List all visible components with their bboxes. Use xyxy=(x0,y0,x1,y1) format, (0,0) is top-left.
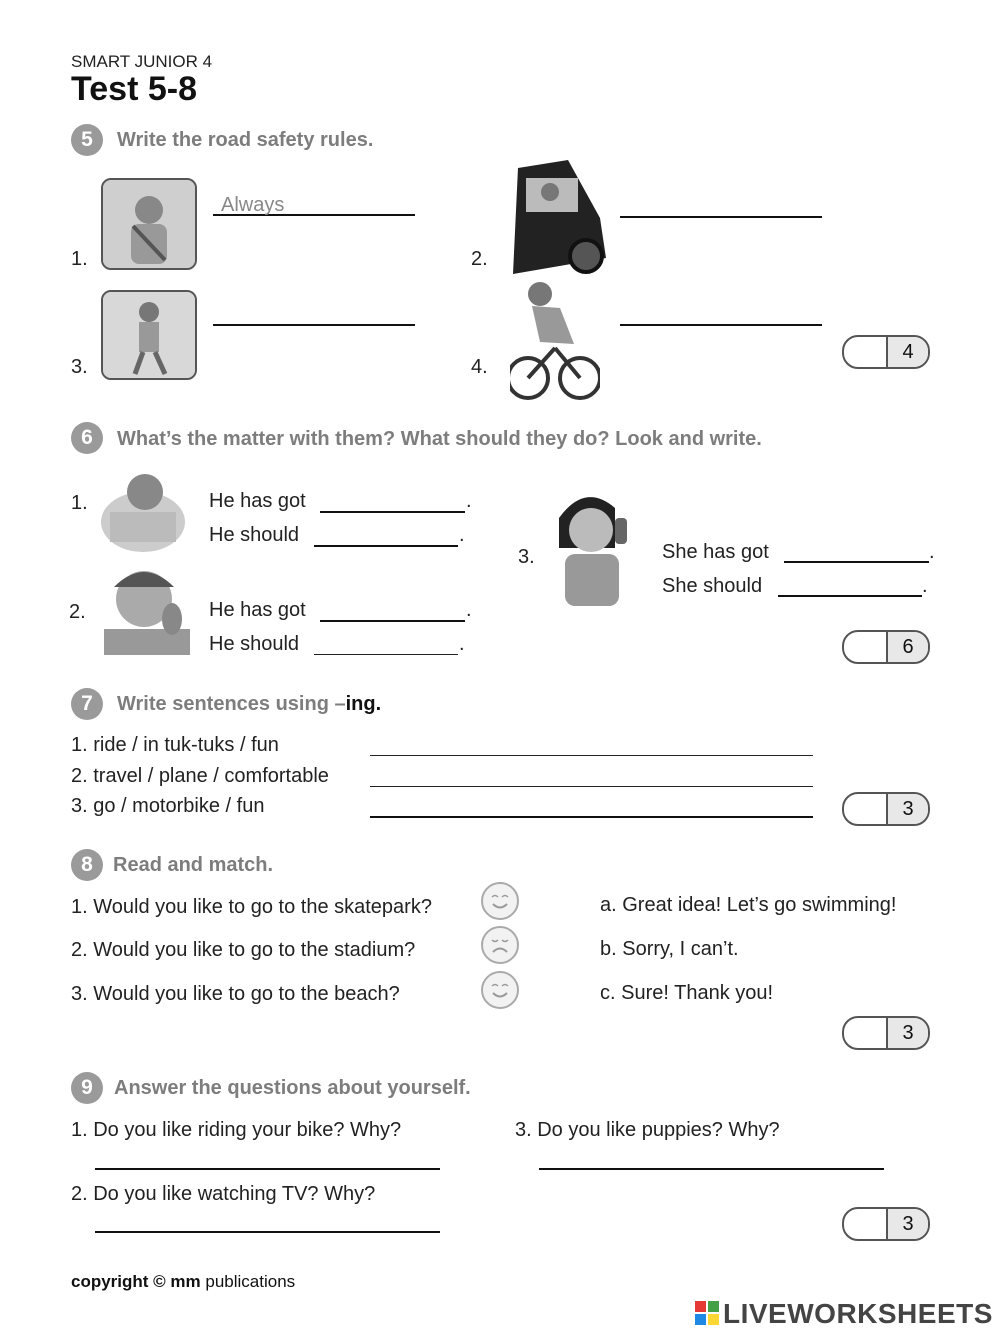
section-6-title: What’s the matter with them? What should they do? Look and write. xyxy=(117,428,762,450)
question-8-3: 3. Would you like to go to the beach? xyxy=(71,983,400,1005)
answer-field-6-2a[interactable] xyxy=(320,620,465,622)
liveworksheets-logo[interactable]: LIVEWORKSHEETS xyxy=(695,1298,993,1332)
score-box-7: 3 xyxy=(842,792,930,826)
question-8-2: 2. Would you like to go to the stadium? xyxy=(71,939,416,961)
item-number: 2. xyxy=(471,248,488,270)
prompt-7-2: 2. travel / plane / comfortable xyxy=(71,765,329,787)
period: . xyxy=(466,490,472,512)
prompt-7-1: 1. ride / in tuk-tuks / fun xyxy=(71,734,279,756)
period: . xyxy=(459,633,465,655)
section-8-badge: 8 xyxy=(71,849,103,881)
section-5-title: Write the road safety rules. xyxy=(117,129,374,151)
section-7-title: Write sentences using –ing. xyxy=(117,693,382,715)
answer-field-6-3b[interactable] xyxy=(778,595,922,597)
section-6-badge: 6 xyxy=(71,422,103,454)
sad-face-icon xyxy=(481,926,519,964)
item-number: 2. xyxy=(69,601,86,623)
question-9-1: 1. Do you like riding your bike? Why? xyxy=(71,1119,402,1141)
answer-field-6-3a[interactable] xyxy=(784,561,929,563)
section-9-badge: 9 xyxy=(71,1072,103,1104)
section-8-title: Read and match. xyxy=(113,854,274,876)
girl-sore-throat-picture xyxy=(545,488,649,610)
man-toothache-picture xyxy=(100,563,192,655)
copyright: copyright © mm publications xyxy=(71,1272,296,1291)
sentence-start: He should xyxy=(209,633,300,655)
answer-field-3[interactable] xyxy=(213,324,415,326)
sentence-start: He has got xyxy=(209,490,306,512)
score-box-8: 3 xyxy=(842,1016,930,1050)
period: . xyxy=(922,575,928,597)
period: . xyxy=(459,524,465,546)
answer-field-7-2[interactable] xyxy=(370,786,813,787)
answer-field-7-3[interactable] xyxy=(370,816,813,818)
answer-field-9-2[interactable] xyxy=(95,1231,440,1233)
item-number: 3. xyxy=(71,356,88,378)
question-9-2: 2. Do you like watching TV? Why? xyxy=(71,1183,376,1205)
score-box-9: 3 xyxy=(842,1207,930,1241)
answer-field-6-2b[interactable] xyxy=(314,654,458,655)
answer-field-9-3[interactable] xyxy=(539,1168,884,1170)
answer-field-7-1[interactable] xyxy=(370,755,813,756)
smile-face-icon xyxy=(481,882,519,920)
question-9-3: 3. Do you like puppies? Why? xyxy=(515,1119,780,1141)
item-number: 1. xyxy=(71,492,88,514)
section-7-badge: 7 xyxy=(71,688,103,720)
period: . xyxy=(466,599,472,621)
girl-crossing-picture xyxy=(101,290,197,380)
question-8-1: 1. Would you like to go to the skatepark? xyxy=(71,896,432,918)
answer-field-6-1b[interactable] xyxy=(314,545,458,547)
sentence-start: He should xyxy=(209,524,300,546)
sentence-start: He has got xyxy=(209,599,306,621)
prompt-7-3: 3. go / motorbike / fun xyxy=(71,795,265,817)
score-box-5: 4 xyxy=(842,335,930,369)
answer-field-2[interactable] xyxy=(620,216,822,218)
section-9-title: Answer the questions about yourself. xyxy=(114,1077,471,1099)
item-number: 3. xyxy=(518,546,535,568)
car-window-picture xyxy=(508,158,608,276)
answer-field-4[interactable] xyxy=(620,324,822,326)
girl-seatbelt-picture xyxy=(101,178,197,270)
logo-tiles-icon xyxy=(695,1300,719,1332)
answer-example: Always xyxy=(221,194,285,216)
series-label: SMART JUNIOR 4 xyxy=(71,52,213,71)
answer-field-6-1a[interactable] xyxy=(320,511,465,513)
answer-8-a[interactable]: a. Great idea! Let’s go swimming! xyxy=(600,894,897,916)
sentence-start: She should xyxy=(662,575,763,597)
smile-face-icon xyxy=(481,971,519,1009)
answer-8-c[interactable]: c. Sure! Thank you! xyxy=(600,982,774,1004)
page-title: Test 5-8 xyxy=(71,70,197,108)
score-box-6: 6 xyxy=(842,630,930,664)
period: . xyxy=(929,541,935,563)
item-number: 4. xyxy=(471,356,488,378)
boy-in-bed-picture xyxy=(100,462,186,554)
answer-field-9-1[interactable] xyxy=(95,1168,440,1170)
girl-bike-picture xyxy=(510,278,600,404)
section-5-badge: 5 xyxy=(71,124,103,156)
answer-8-b[interactable]: b. Sorry, I can’t. xyxy=(600,938,739,960)
sentence-start: She has got xyxy=(662,541,769,563)
item-number: 1. xyxy=(71,248,88,270)
